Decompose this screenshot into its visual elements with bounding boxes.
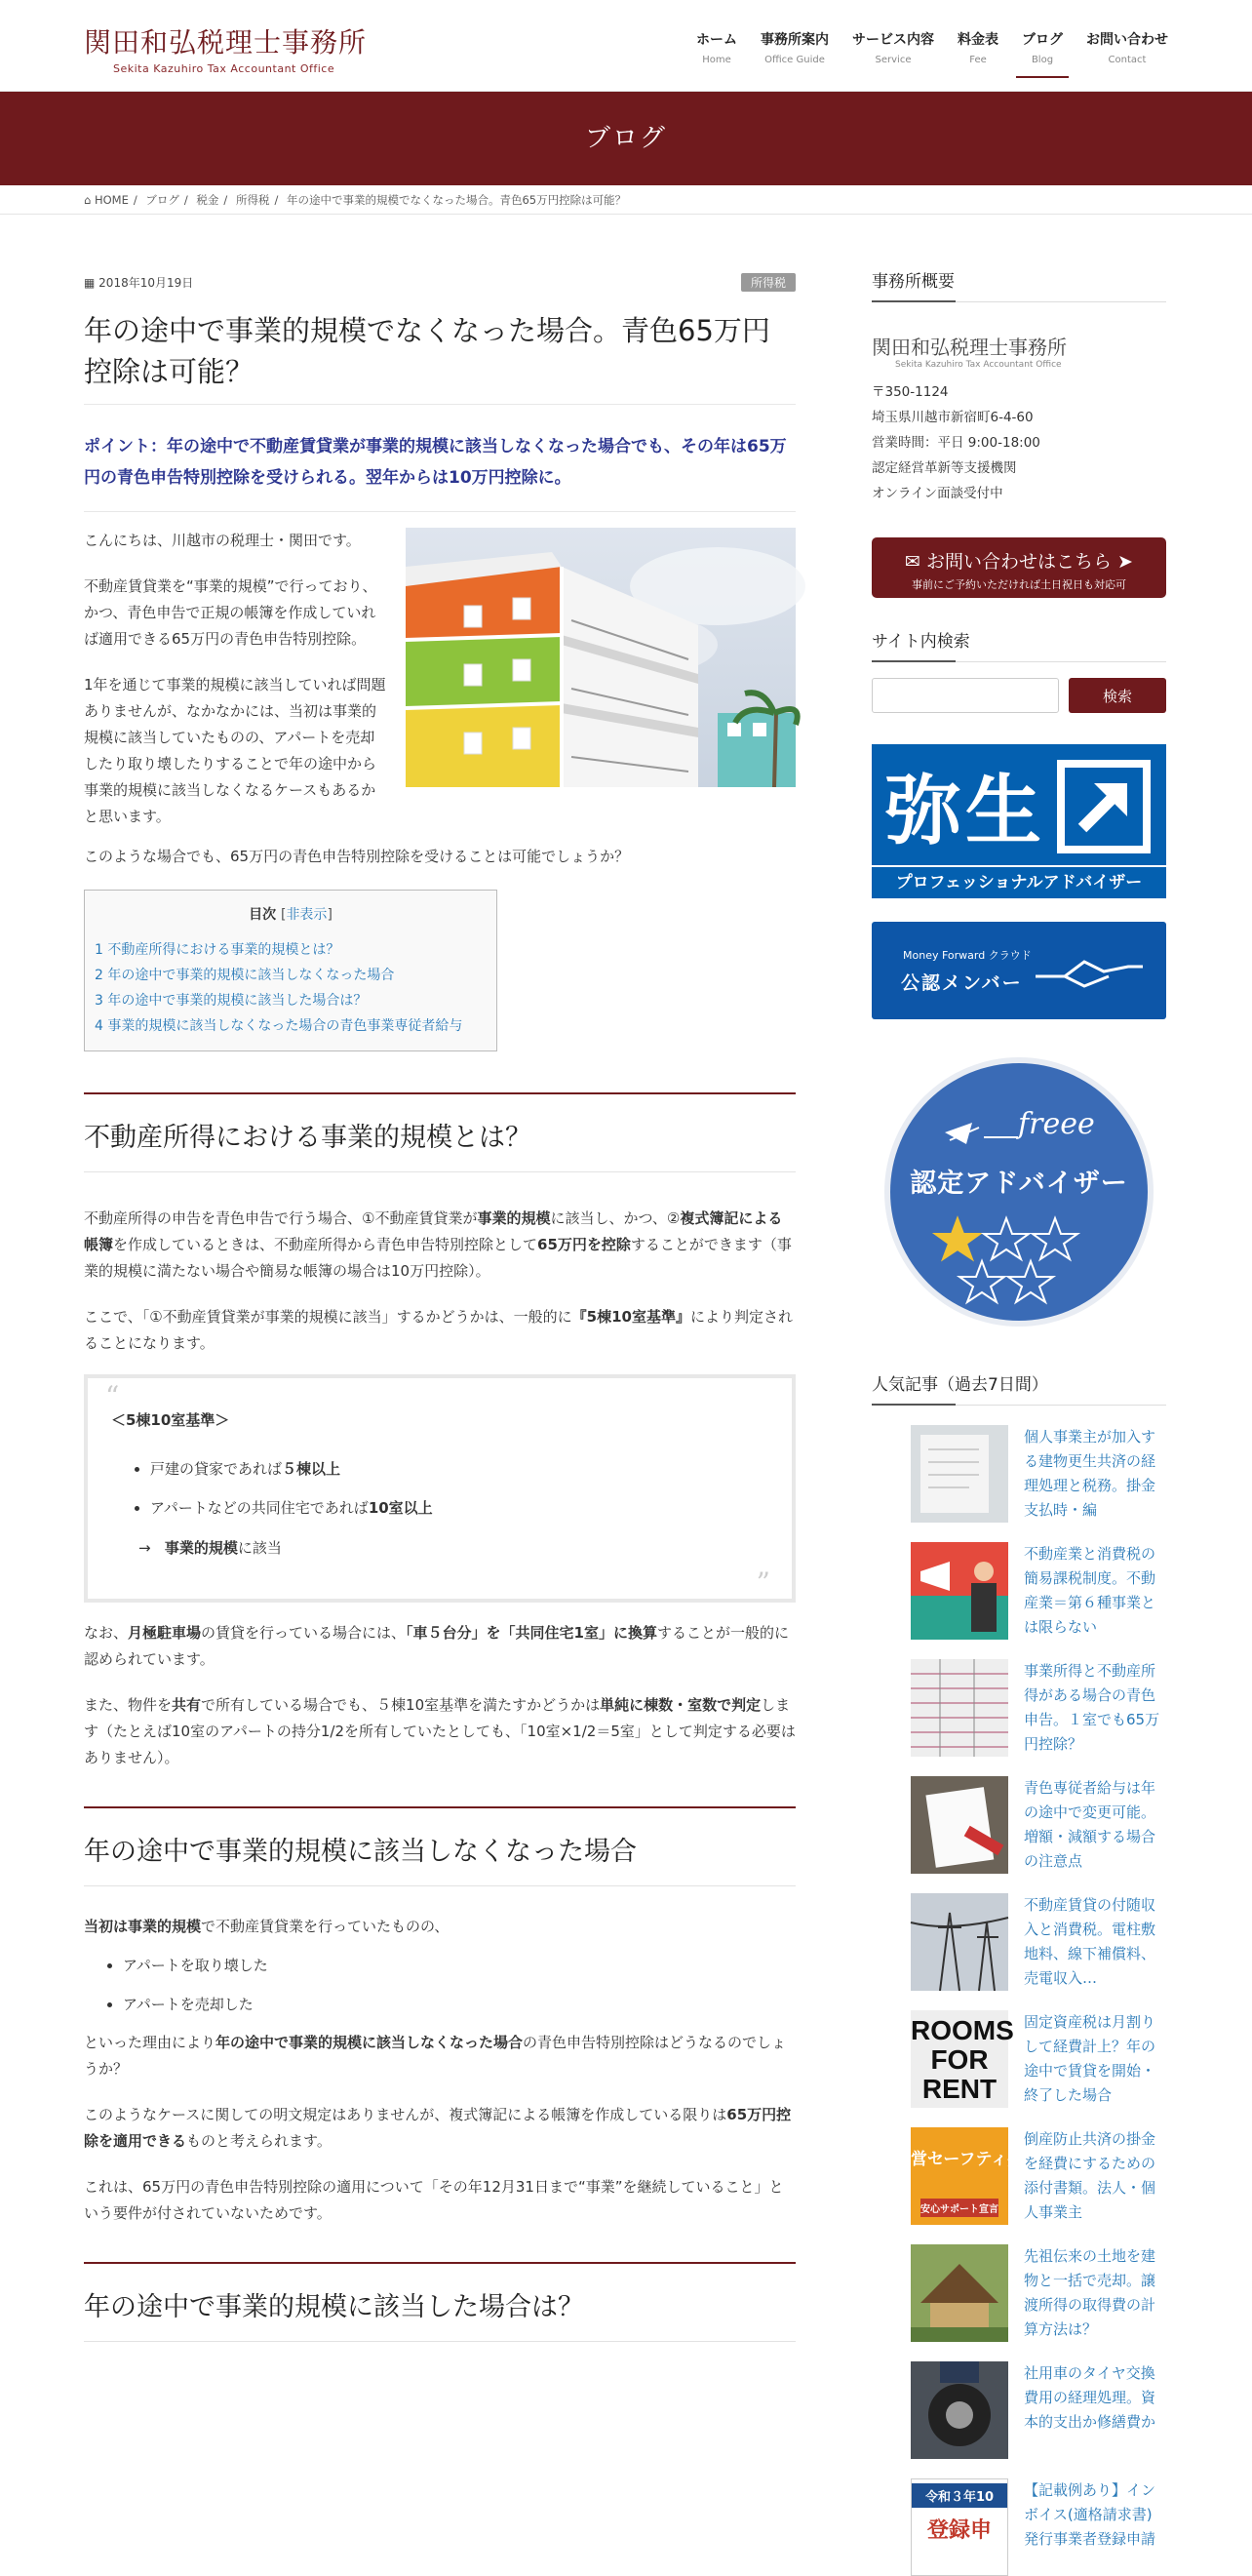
- thumb-text: 令和３年10: [912, 2483, 1007, 2508]
- intro-section: [84, 528, 796, 870]
- table-of-contents: [84, 890, 497, 1051]
- blockquote: [84, 1374, 796, 1603]
- section2-paragraph-4: これは、65万円の青色申告特別控除の適用について「その年12月31日まで“事業”を継続していること」という要件が付されていないためです。: [84, 2177, 784, 2222]
- popular-post-title: 【記載例あり】インボイス(適格請求書)発行事業者登録申請: [1024, 2481, 1156, 2548]
- nav-contact[interactable]: [1075, 29, 1180, 78]
- mf-brand: Money Forward クラウド: [903, 949, 1032, 962]
- home-icon: ⌂: [84, 193, 92, 207]
- logo-text-en: Sekita Kazuhiro Tax Accountant Office: [113, 62, 335, 75]
- site-header: [0, 0, 1252, 92]
- nav-service-label: サービス内容: [852, 32, 934, 48]
- popular-post-title: 青色専従者給与は年の途中で変更可能。増額・減額する場合の注意点: [1024, 1779, 1156, 1870]
- office-postal: 〒350-1124: [872, 384, 949, 400]
- section2-paragraph-1: 当初は事業的規模で不動産賃貸業を行っていたものの、: [84, 1917, 450, 1935]
- breadcrumb-sep: /: [274, 193, 279, 207]
- freee-logo: freee: [1018, 1107, 1095, 1141]
- popular-post[interactable]: [872, 1542, 1166, 1640]
- toc-item[interactable]: 2 年の途中で事業的規模に該当しなくなった場合: [95, 967, 395, 983]
- page-header-band: ブログ: [0, 92, 1252, 185]
- article: [84, 273, 796, 2342]
- yayoi-logo-text: 弥生: [885, 768, 1046, 855]
- office-address: 埼玉県川越市新宿町6-4-60: [872, 410, 1034, 425]
- popular-post-title: 事業所得と不動産所得がある場合の青色申告。１室でも65万円控除？: [1024, 1662, 1160, 1753]
- popular-post-title: 倒産防止共済の掛金を経費にするための添付書類。法人・個人事業主: [1024, 2130, 1156, 2221]
- building-image: [406, 528, 796, 787]
- toc-toggle-link[interactable]: 非表示: [286, 906, 328, 923]
- quote-list: [150, 1449, 772, 1527]
- nav-blog-sub: Blog: [1031, 55, 1054, 65]
- section1-paragraph-1: 不動産所得の申告を青色申告で行う場合、①不動産賃貸業が事業的規模に該当し、かつ、②複式簿記による帳簿を作成しているときは、不動産所得から青色申告特別控除として65万円を控除することができます（事業的規模に満たない場合や簡易な帳簿の場合は10万円控除）。: [84, 1209, 792, 1280]
- popular-thumb: [911, 1776, 1008, 1874]
- nav-fee-sub: Fee: [969, 55, 987, 65]
- popular-post[interactable]: [872, 2244, 1166, 2342]
- nav-service-sub: Service: [875, 55, 912, 65]
- breadcrumb-sep: /: [223, 193, 228, 207]
- popular-post[interactable]: [872, 2127, 1166, 2225]
- popular-post[interactable]: [872, 1893, 1166, 1991]
- logo-text-jp: 関田和弘税理士事務所: [84, 26, 368, 59]
- popular-thumb: [911, 2244, 1008, 2342]
- search-input[interactable]: [872, 678, 1059, 713]
- breadcrumb-income-tax[interactable]: 所得税: [235, 193, 270, 207]
- freee-advisor-text: 認定アドバイザー: [910, 1169, 1128, 1199]
- nav-fee-label: 料金表: [958, 32, 998, 48]
- toc-title: [95, 904, 487, 924]
- moneyforward-banner[interactable]: [872, 922, 1166, 1019]
- popular-thumb: [911, 1893, 1008, 1991]
- nav-home[interactable]: [685, 29, 749, 78]
- quote-open-icon: “: [105, 1379, 120, 1412]
- intro-greeting: こんにちは、川越市の税理士・関田です。: [84, 531, 361, 549]
- intro-question: このような場合でも、65万円の青色申告特別控除を受けることは可能でしょうか？: [84, 847, 630, 865]
- office-hours: 営業時間：平日 9:00-18:00: [872, 435, 1040, 451]
- popular-thumb: [911, 2478, 1008, 2576]
- mail-icon: ✉: [905, 551, 920, 573]
- nav-office-guide[interactable]: [749, 29, 841, 78]
- mf-member: 公認メンバー: [901, 972, 1023, 994]
- site-logo[interactable]: [84, 21, 367, 75]
- breadcrumb-sep: /: [183, 193, 188, 207]
- popular-post[interactable]: [872, 2010, 1166, 2108]
- popular-thumb: [911, 2361, 1008, 2459]
- breadcrumb-tax[interactable]: 税金: [196, 193, 219, 207]
- thumb-text: RENT: [921, 2074, 998, 2104]
- breadcrumb-current: 年の途中で事業的規模でなくなった場合。青色65万円控除は可能？: [286, 193, 627, 207]
- office-logo-jp: 関田和弘税理士事務所: [872, 336, 1067, 359]
- nav-blog[interactable]: [1010, 29, 1075, 78]
- contact-button[interactable]: [872, 537, 1166, 598]
- popular-post-title: 固定資産税は月割りして経費計上？年の途中で賃貸を開始・終了した場合: [1024, 2013, 1156, 2104]
- search-heading: サイト内検索: [872, 627, 1166, 662]
- popular-post-title: 不動産賃貸の付随収入と消費税。電柱敷地料、線下補償料、売電収入…: [1024, 1896, 1156, 1987]
- global-nav: [685, 29, 1180, 78]
- quote-result: → 事業的規模に該当: [138, 1538, 282, 1557]
- nav-contact-label: お問い合わせ: [1086, 32, 1168, 48]
- post-date-text: 2018年10月19日: [98, 275, 194, 290]
- thumb-text: FOR: [930, 2044, 989, 2075]
- breadcrumb-blog[interactable]: ブログ: [145, 193, 179, 207]
- calendar-icon: ▦: [84, 275, 96, 290]
- arrow-circle-icon: ➤: [1117, 551, 1133, 573]
- nav-home-label: ホーム: [696, 32, 737, 48]
- section1-paragraph-2: ここで、「①不動産賃貸業が事業的規模に該当」するかどうかは、一般的に『5棟10室基準』により判定されることになります。: [84, 1307, 793, 1352]
- nav-home-sub: Home: [702, 55, 731, 65]
- toc-title-text: 目次: [249, 906, 277, 923]
- list-item: • アパートを売却した: [123, 1985, 796, 2024]
- popular-heading: 人気記事（過去7日間）: [872, 1370, 1166, 1406]
- post-point: ポイント：年の途中で不動産賃貸業が事業的規模に該当しなくなった場合でも、その年は65万円の青色申告特別控除を受けられる。翌年からは10万円控除に。: [84, 432, 796, 512]
- intro-paragraph-1: 不動産賃貸業を“事業的規模”で行っており、かつ、青色申告で正規の帳簿を作成していれば適用できる65万円の青色申告特別控除。: [84, 576, 377, 648]
- handshake-icon: [1036, 947, 1143, 996]
- search-button[interactable]: 検索: [1069, 678, 1166, 713]
- office-heading: 事務所概要: [872, 267, 1166, 302]
- thumb-text: ROOMS: [911, 2015, 1014, 2045]
- nav-office-guide-sub: Office Guide: [764, 55, 825, 65]
- contact-button-label: お問い合わせはこちら: [925, 551, 1112, 573]
- quote-title: ＜5棟10室基準＞: [111, 1410, 230, 1429]
- section1-paragraph-4: また、物件を共有で所有している場合でも、５棟10室基準を満たすかどうかは単純に棟数・室数で判定します（たとえば10室のアパートの持分1/2を所有していたとしても、「10室×1/2＝5室」として判定する必要はありません）。: [84, 1695, 796, 1766]
- nav-fee[interactable]: [946, 29, 1010, 78]
- popular-post[interactable]: [872, 1776, 1166, 1874]
- popular-post[interactable]: [872, 2478, 1166, 2576]
- sidebar: [872, 267, 1166, 2576]
- popular-post-title: 先祖伝来の土地を建物と一括で売却。譲渡所得の取得費の計算方法は？: [1024, 2247, 1156, 2338]
- contact-button-note: 事前にご予約いただければ土日祝日も対応可: [912, 578, 1126, 591]
- quote-list-item: • アパートなどの共同住宅であれば10室以上: [150, 1488, 772, 1527]
- yayoi-banner[interactable]: [872, 744, 1166, 898]
- nav-service[interactable]: [841, 29, 946, 78]
- popular-thumb: [911, 2127, 1025, 2225]
- popular-post[interactable]: [872, 1659, 1166, 1757]
- intro-paragraph-2: 1年を通じて事業的規模に該当していれば問題ありませんが、なかなかには、当初は事業的規模に該当していたものの、アパートを売却したり取り壊したりすることで年の途中から事業的規模に該当しなくなるケースもあるかと思います。: [84, 675, 386, 825]
- popular-thumb: [911, 1542, 1008, 1640]
- section2-list: [123, 1946, 796, 2024]
- quote-close-icon: ”: [756, 1565, 770, 1599]
- toc-item[interactable]: 4 事業的規模に該当しなくなった場合の青色事業専従者給与: [95, 1017, 463, 1034]
- office-logo-en: Sekita Kazuhiro Tax Accountant Office: [895, 360, 1062, 370]
- post-title: 年の途中で事業的規模でなくなった場合。青色65万円控除は可能？: [84, 310, 796, 405]
- nav-office-guide-label: 事務所案内: [761, 32, 829, 48]
- post-meta: [84, 273, 796, 291]
- section-heading-2: 年の途中で事業的規模に該当しなくなった場合: [84, 1806, 796, 1886]
- popular-thumb: [911, 2010, 1014, 2108]
- office-online: オンライン面談受付中: [872, 486, 1003, 501]
- popular-post-title: 個人事業主が加入する建物更生共済の経理処理と税務。掛金支払時・編: [1024, 1428, 1156, 1519]
- list-item: • アパートを取り壊した: [123, 1946, 796, 1985]
- thumb-text: 登録申: [926, 2518, 992, 2543]
- popular-post[interactable]: [872, 2361, 1166, 2459]
- thumb-text: 営セーフティ共: [911, 2150, 1025, 2169]
- nav-blog-label: ブログ: [1022, 32, 1063, 48]
- category-badge[interactable]: 所得税: [741, 273, 796, 292]
- section-heading-1: 不動産所得における事業的規模とは？: [84, 1092, 796, 1172]
- toc-toggle: [非表示]: [280, 906, 333, 923]
- toc-item[interactable]: 1 不動産所得における事業的規模とは？: [95, 941, 340, 958]
- quote-list-item: • 戸建の貸家であれば５棟以上: [150, 1449, 772, 1488]
- yayoi-sub: プロフェッショナルアドバイザー: [872, 865, 1166, 898]
- office-cert: 認定経営革新等支援機関: [872, 460, 1017, 476]
- freee-banner[interactable]: [872, 1054, 1166, 1329]
- breadcrumb: [0, 185, 1252, 215]
- popular-post[interactable]: [872, 1425, 1166, 1523]
- section2-paragraph-2: といった理由により年の途中で事業的規模に該当しなくなった場合の青色申告特別控除はどうなるのでしょうか？: [84, 2033, 787, 2078]
- toc-item[interactable]: 3 年の途中で事業的規模に該当した場合は？: [95, 992, 368, 1009]
- popular-thumb: [911, 1425, 1008, 1523]
- section1-paragraph-3: なお、月極駐車場の賃貸を行っている場合には、「車５台分」を「共同住宅1室」に換算することが一般的に認められています。: [84, 1623, 790, 1668]
- section2-paragraph-3: このようなケースに関しての明文規定はありませんが、複式簿記による帳簿を作成している限りは65万円控除を適用できるものと考えられます。: [84, 2105, 792, 2150]
- post-date: [84, 274, 193, 291]
- popular-thumb: [911, 1659, 1008, 1757]
- arrow-box-icon: [1057, 760, 1151, 853]
- nav-contact-sub: Contact: [1108, 55, 1147, 65]
- breadcrumb-home[interactable]: HOME: [94, 193, 129, 207]
- popular-post-title: 社用車のタイヤ交換費用の経理処理。資本的支出か修繕費か: [1024, 2364, 1156, 2431]
- breadcrumb-sep: /: [133, 193, 137, 207]
- office-info: [872, 379, 1166, 506]
- popular-post-title: 不動産業と消費税の簡易課税制度。不動産業＝第６種事業とは限らない: [1024, 1545, 1156, 1636]
- section-heading-3: 年の途中で事業的規模に該当した場合は？: [84, 2262, 796, 2342]
- thumb-text: 安心サポート宣言: [920, 2199, 998, 2217]
- search-form: [872, 678, 1166, 713]
